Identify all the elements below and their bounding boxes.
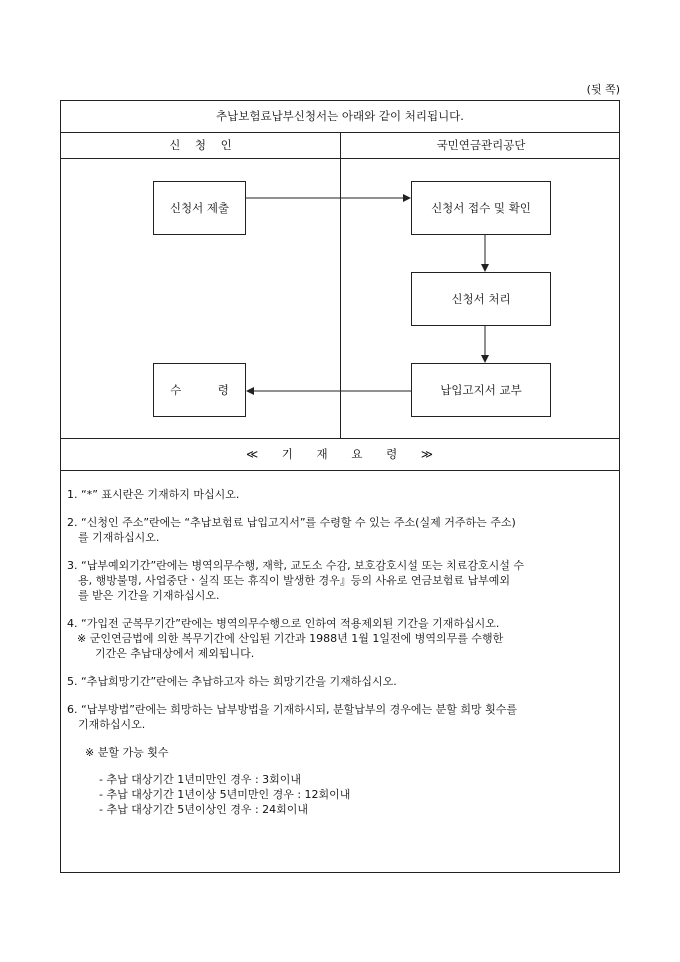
instructions-heading: ≪ 기 재 요 령 ≫ bbox=[61, 439, 619, 471]
agency-column-header: 국민연금관리공단 bbox=[436, 138, 526, 152]
applicant-column-header: 신 청 인 bbox=[61, 133, 341, 158]
page-side-note: (뒷 쪽) bbox=[586, 83, 620, 96]
instruction-line: 6. “납부방법”란에는 희망하는 납부방법을 기재하시되, 분할납부의 경우에는 분할 희망 횟수를 bbox=[67, 703, 518, 716]
instruction-line: 용, 행방불명, 사업중단ㆍ실직 또는 휴직이 발생한 경우』등의 사유로 연금보험료 납부예외 bbox=[78, 574, 510, 587]
instruction-line: 를 기재하십시오. bbox=[78, 531, 160, 544]
instruction-item-5 bbox=[67, 674, 611, 689]
instruction-line: 기재하십시오. bbox=[78, 718, 146, 731]
instruction-line: 4. “가입전 군복무기간”란에는 병역의무수행으로 인하여 적용제외된 기간을 기재하십시오. bbox=[67, 617, 500, 630]
installment-item: - 추납 대상기간 1년미만인 경우 : 3회이내 bbox=[99, 773, 302, 786]
instruction-item-2 bbox=[67, 515, 611, 545]
instruction-line: 를 받은 기간을 기재하십시오. bbox=[78, 589, 220, 602]
installment-item: - 추납 대상기간 1년이상 5년미만인 경우 : 12회이내 bbox=[99, 788, 351, 801]
flow-step-receive-label: 신청서 접수 및 확인 bbox=[431, 201, 531, 215]
instruction-line: 1. “*” 표시란은 기재하지 마십시오. bbox=[67, 488, 240, 501]
flow-step-process-label: 신청서 처리 bbox=[451, 292, 511, 306]
instruction-item-3 bbox=[67, 558, 611, 603]
instruction-item-4 bbox=[67, 616, 611, 661]
flow-step-notice-label: 납입고지서 교부 bbox=[440, 383, 522, 397]
flow-arrows bbox=[61, 159, 621, 439]
instruction-note: 기간은 추납대상에서 제외됩니다. bbox=[95, 647, 255, 660]
installment-item: - 추납 대상기간 5년이상인 경우 : 24회이내 bbox=[99, 803, 309, 816]
installment-title: ※ 분할 가능 횟수 bbox=[85, 746, 169, 759]
procedure-form bbox=[60, 100, 620, 873]
instruction-line: 3. “납부예외기간”란에는 병역의무수행, 재학, 교도소 수감, 보호감호시설 또는 치료감호시설 수 bbox=[67, 559, 525, 572]
column-header-row bbox=[61, 133, 619, 159]
flow-step-receipt-label: 수 령 bbox=[170, 383, 229, 397]
instruction-line: 2. “신청인 주소”란에는 “추납보험료 납입고지서”를 수령할 수 있는 주소(실제 거주하는 주소) bbox=[67, 516, 516, 529]
instruction-item-6 bbox=[67, 702, 611, 732]
form-title: 추납보험료납부신청서는 아래와 같이 처리됩니다. bbox=[61, 101, 619, 133]
flow-step-submit-label: 신청서 제출 bbox=[169, 201, 230, 215]
instructions-body bbox=[61, 471, 619, 817]
instruction-line: 5. “추납희망기간”란에는 추납하고자 하는 희망기간을 기재하십시오. bbox=[67, 675, 397, 688]
instruction-note: ※ 군인연금법에 의한 복무기간에 산입된 기간과 1988년 1월 1일전에 병역의무를 수행한 bbox=[77, 632, 504, 645]
instruction-item-1 bbox=[67, 487, 611, 502]
process-flowchart bbox=[61, 159, 619, 439]
